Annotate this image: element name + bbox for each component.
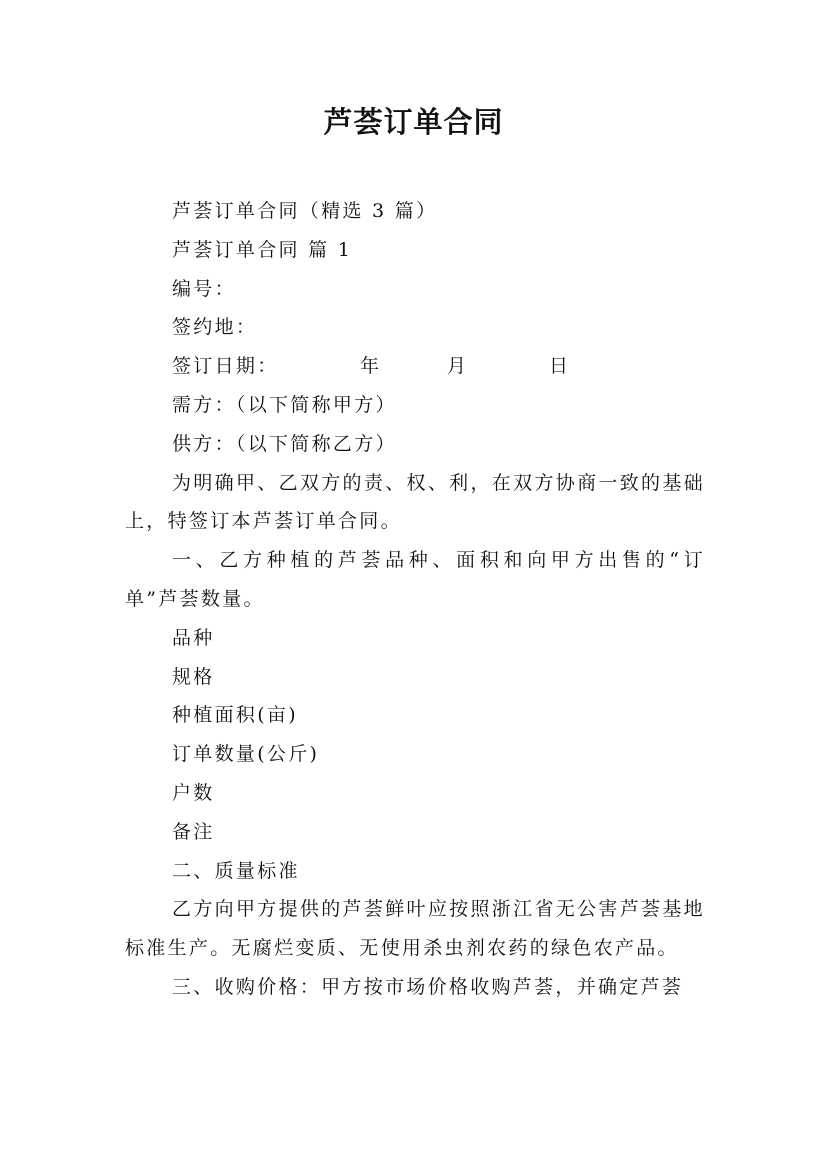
sign-date-day: 日 <box>549 355 571 378</box>
section-heading: 芦荟订单合同 篇 1 <box>172 238 353 261</box>
table-field: 户数 <box>172 781 215 804</box>
table-field: 备注 <box>172 820 215 843</box>
table-field: 种植面积(亩) <box>172 704 298 727</box>
document-title: 芦荟订单合同 <box>323 105 504 139</box>
subtitle: 芦荟订单合同（精选 3 篇） <box>172 200 438 222</box>
clause-2-body: 乙方向甲方提供的芦荟鲜叶应按照浙江省无公害芦荟基地标准生产。无腐烂变质、无使用杀虫剂农药的绿色农产品。 <box>125 898 705 960</box>
party-b: 供方：（以下简称乙方） <box>172 432 397 455</box>
sign-date-line <box>125 347 705 386</box>
sign-date-label: 签订日期： <box>172 355 279 378</box>
sign-date-month: 月 <box>447 355 469 378</box>
table-field: 品种 <box>172 626 215 649</box>
table-field: 订单数量(公斤) <box>172 743 320 766</box>
clause-1: 一、乙方种植的芦荟品种、面积和向甲方出售的“订单”芦荟数量。 <box>125 549 705 610</box>
clause-2-title: 二、质量标准 <box>172 859 300 882</box>
sign-date-year: 年 <box>360 355 382 378</box>
sign-place-label: 签约地： <box>172 316 258 339</box>
party-a: 需方：（以下简称甲方） <box>172 393 397 416</box>
clause-3: 三、收购价格：甲方按市场价格收购芦荟，并确定芦荟 <box>172 975 684 998</box>
intro-paragraph: 为明确甲、乙双方的责、权、利，在双方协商一致的基础上，特签订本芦荟订单合同。 <box>125 471 705 533</box>
number-label: 编号： <box>172 277 236 300</box>
document-body <box>125 192 705 1007</box>
table-field: 规格 <box>172 665 215 688</box>
